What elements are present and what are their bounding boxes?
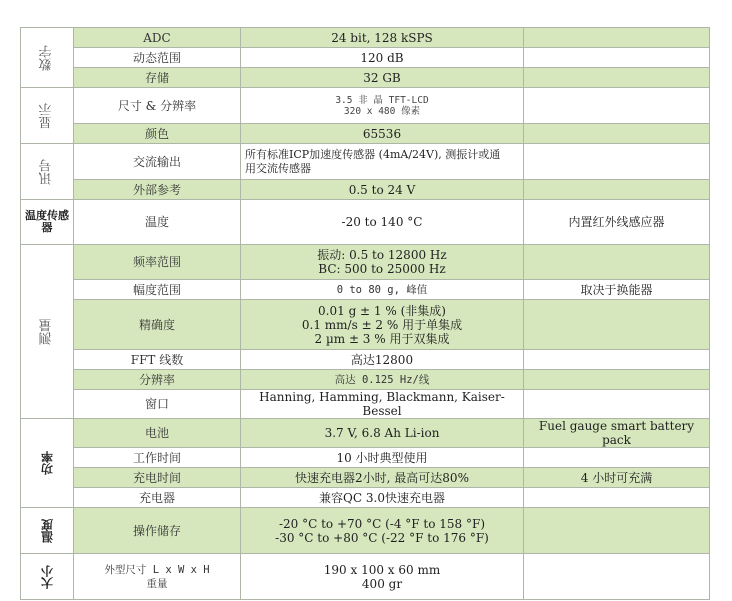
spec-value-line: 0.01 g ± 1 % (非集成) xyxy=(318,303,446,318)
spec-label: 充电时间 xyxy=(74,468,241,488)
table-row xyxy=(21,28,710,48)
spec-value xyxy=(241,300,524,350)
spec-label-line: 外型尺寸 L x W x H xyxy=(104,563,210,576)
spec-value: -20 to 140 °C xyxy=(241,200,524,245)
category-temperature: 温度 xyxy=(21,508,74,554)
table-row xyxy=(21,508,710,554)
table-row xyxy=(21,488,710,508)
spec-value: 高达 0.125 Hz/线 xyxy=(241,370,524,390)
spec-note xyxy=(524,488,710,508)
spec-label: FFT 线数 xyxy=(74,350,241,370)
spec-label: ADC xyxy=(74,28,241,48)
spec-label: 充电器 xyxy=(74,488,241,508)
spec-note: 取决于换能器 xyxy=(524,280,710,300)
spec-label: 存储 xyxy=(74,68,241,88)
spec-label: 交流输出 xyxy=(74,144,241,180)
spec-value xyxy=(241,144,524,180)
spec-note xyxy=(524,370,710,390)
category-power: 功率 xyxy=(21,419,74,508)
table-row xyxy=(21,390,710,419)
spec-note: Fuel gauge smart battery pack xyxy=(524,419,710,448)
spec-value: 32 GB xyxy=(241,68,524,88)
table-row xyxy=(21,419,710,448)
spec-value: 高达12800 xyxy=(241,350,524,370)
table-row xyxy=(21,350,710,370)
spec-value: 快速充电器2小时, 最高可达80% xyxy=(241,468,524,488)
spec-value-line: -30 °C to +80 °C (-22 °F to 176 °F) xyxy=(275,530,489,545)
spec-label: 外部参考 xyxy=(74,180,241,200)
table-row xyxy=(21,468,710,488)
spec-value xyxy=(241,88,524,124)
spec-table xyxy=(20,27,710,600)
spec-value-line: 振动: 0.5 to 12800 Hz xyxy=(317,248,447,262)
spec-label: 动态范围 xyxy=(74,48,241,68)
spec-value: 0.5 to 24 V xyxy=(241,180,524,200)
spec-label: 温度 xyxy=(74,200,241,245)
spec-value-line: 190 x 100 x 60 mm xyxy=(323,562,441,577)
spec-label: 尺寸 & 分辨率 xyxy=(74,88,241,124)
spec-value-line: 3.5 非 晶 TFT-LCD xyxy=(335,94,429,106)
spec-note xyxy=(524,124,710,144)
spec-label: 分辨率 xyxy=(74,370,241,390)
spec-value: 65536 xyxy=(241,124,524,144)
spec-note: 内置红外线感应器 xyxy=(524,200,710,245)
spec-label: 操作储存 xyxy=(74,508,241,554)
spec-value: 120 dB xyxy=(241,48,524,68)
spec-value-line: 2 µm ± 3 % 用于双集成 xyxy=(314,331,450,346)
spec-value-line: 320 x 480 像素 xyxy=(343,105,421,117)
spec-value xyxy=(241,554,524,600)
spec-value-line: BC: 500 to 25000 Hz xyxy=(318,262,446,276)
spec-value: 0 to 80 g, 峰值 xyxy=(241,280,524,300)
spec-note: 4 小时可充满 xyxy=(524,468,710,488)
spec-value-line: -20 °C to +70 °C (-4 °F to 158 °F) xyxy=(278,516,486,531)
category-signal: 讯号 xyxy=(21,144,74,200)
spec-value-line: 400 gr xyxy=(361,576,403,591)
table-row xyxy=(21,554,710,600)
spec-value-line: 所有标准ICP加速度传感器 (4mA/24V), 测振计或通 xyxy=(245,147,501,161)
table-row xyxy=(21,88,710,124)
table-row xyxy=(21,200,710,245)
spec-note xyxy=(524,448,710,468)
spec-note xyxy=(524,180,710,200)
spec-value: 24 bit, 128 kSPS xyxy=(241,28,524,48)
spec-note xyxy=(524,68,710,88)
spec-note xyxy=(524,390,710,419)
category-digital: 数字 xyxy=(21,28,74,88)
spec-note xyxy=(524,300,710,350)
table-row xyxy=(21,300,710,350)
spec-note xyxy=(524,48,710,68)
spec-note xyxy=(524,245,710,280)
spec-value-line: 用交流传感器 xyxy=(245,161,311,175)
spec-label: 电池 xyxy=(74,419,241,448)
spec-label-line: 重量 xyxy=(146,577,168,590)
spec-label: 颜色 xyxy=(74,124,241,144)
spec-value: 兼容QC 3.0快速充电器 xyxy=(241,488,524,508)
table-row xyxy=(21,448,710,468)
table-row xyxy=(21,280,710,300)
table-row xyxy=(21,124,710,144)
table-row xyxy=(21,245,710,280)
table-row xyxy=(21,68,710,88)
spec-table-container xyxy=(20,27,710,600)
spec-label: 窗口 xyxy=(74,390,241,419)
spec-value-line: 0.1 mm/s ± 2 % 用于单集成 xyxy=(301,317,463,332)
table-row xyxy=(21,144,710,180)
spec-note xyxy=(524,554,710,600)
spec-label: 精确度 xyxy=(74,300,241,350)
spec-value xyxy=(241,508,524,554)
table-row xyxy=(21,48,710,68)
category-measurement: 测量 xyxy=(21,245,74,419)
category-display: 显示 xyxy=(21,88,74,144)
spec-note xyxy=(524,88,710,124)
spec-value xyxy=(241,245,524,280)
spec-note xyxy=(524,350,710,370)
category-temp-sensor: 温度传感器 xyxy=(21,200,74,245)
spec-label: 幅度范围 xyxy=(74,280,241,300)
category-size: 大小 xyxy=(21,554,74,600)
spec-label: 频率范围 xyxy=(74,245,241,280)
spec-note xyxy=(524,144,710,180)
table-row xyxy=(21,180,710,200)
spec-note xyxy=(524,28,710,48)
spec-value: Hanning, Hamming, Blackmann, Kaiser-Bessel xyxy=(241,390,524,419)
table-row xyxy=(21,370,710,390)
spec-label xyxy=(74,554,241,600)
spec-note xyxy=(524,508,710,554)
spec-value: 10 小时典型使用 xyxy=(241,448,524,468)
spec-label: 工作时间 xyxy=(74,448,241,468)
spec-value: 3.7 V, 6.8 Ah Li-ion xyxy=(241,419,524,448)
